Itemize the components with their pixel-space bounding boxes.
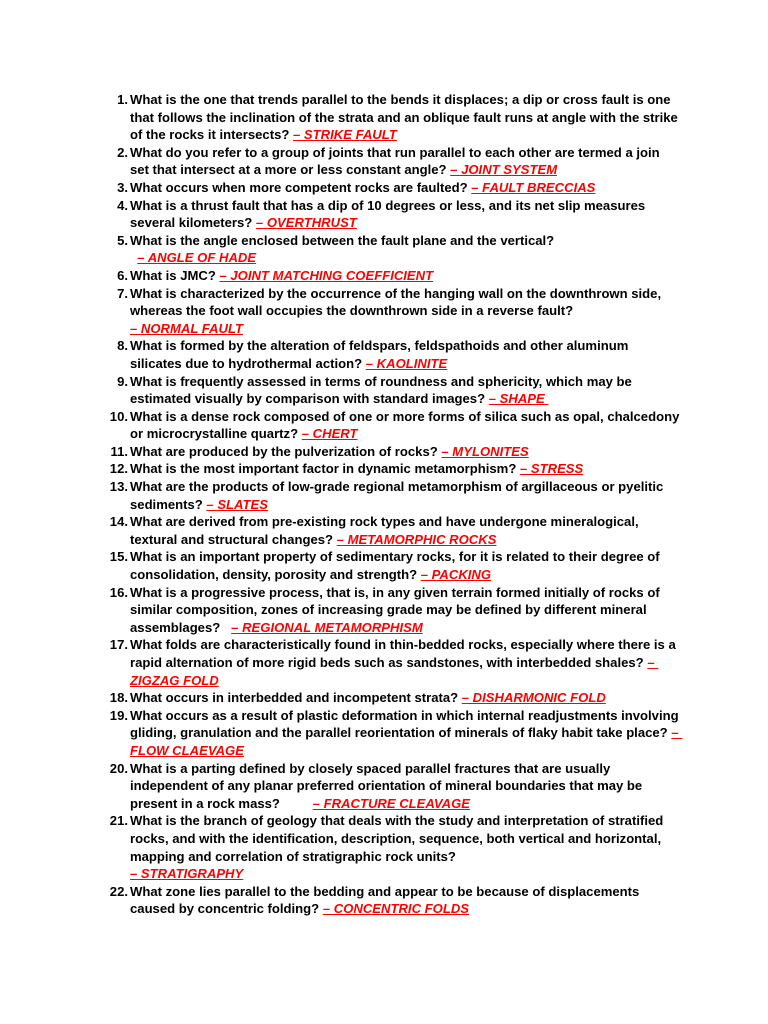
question-text: What are derived from pre-existing rock types and have undergone mineralogical, textural and structural changes? xyxy=(130,514,643,547)
list-item xyxy=(102,812,682,882)
answer-text: – OVERTHRUST xyxy=(255,215,357,231)
answer-text: – JOINT MATCHING COEFFICIENT xyxy=(219,267,434,283)
answer-text: – NORMAL FAULT xyxy=(130,320,243,336)
item-number: 22. xyxy=(109,883,128,899)
question-text: What is a thrust fault that has a dip of 10 degrees or less, and its net slip measures several kilometers? xyxy=(130,197,649,231)
item-number: 18. xyxy=(109,690,128,706)
list-item xyxy=(102,337,682,372)
question-text: What occurs as a result of plastic deformation in which internal readjustments involving gliding, granulation and the parallel reorientation of minerals of flaky habit take place? xyxy=(130,707,683,741)
item-number: 19. xyxy=(109,707,128,723)
question-text: What occurs in interbedded and incompetent strata? xyxy=(130,690,462,706)
answer-text: – ANGLE OF HADE xyxy=(137,250,257,266)
question-text: What is the angle enclosed between the fault plane and the vertical? xyxy=(130,232,555,248)
answer-text: – REGIONAL METAMORPHISM xyxy=(231,619,423,635)
list-item xyxy=(102,584,682,637)
question-answer-list xyxy=(102,91,682,918)
list-item xyxy=(102,144,682,179)
question-text: What are the products of low-grade regional metamorphism of argillaceous or pyelitic sediments? xyxy=(130,479,667,512)
answer-text: – FLOW CLAEVAGE xyxy=(130,725,683,758)
question-text: What occurs when more competent rocks are faulted? xyxy=(130,179,472,195)
answer-text: – METAMORPHIC ROCKS xyxy=(336,531,497,547)
list-item xyxy=(102,91,682,144)
list-item xyxy=(102,232,682,267)
answer-text: – STRESS xyxy=(519,461,584,477)
item-number: 20. xyxy=(109,760,128,776)
answer-text: – MYLONITES xyxy=(441,443,529,459)
item-number: 10. xyxy=(109,408,128,424)
item-number: 7. xyxy=(117,285,128,301)
question-text: What is a dense rock composed of one or more forms of silica such as opal, chalcedony or microcrystalline quartz? xyxy=(130,408,683,442)
list-item xyxy=(102,548,682,583)
answer-text: – STRIKE FAULT xyxy=(293,127,397,143)
question-text: What is a progressive process, that is, in any given terrain formed initially of rocks of similar composition, zones of increasing grade may be defined by different mineral assemblages? xyxy=(130,584,664,635)
question-text: What folds are characteristically found in thin-bedded rocks, especially where there is a rapid alternation of more rigid beds such as sandstones, with interbedded shales? xyxy=(130,637,680,670)
list-item xyxy=(102,707,682,760)
answer-text: – CHERT xyxy=(301,426,358,442)
answer-text: – KAOLINITE xyxy=(365,355,448,371)
question-text: What is the branch of geology that deals with the study and interpretation of stratified rocks, and with the identification, description, sequence, both vertical and horizontal, mapping and correlation of stratigraphic rock units? xyxy=(130,813,664,864)
list-item xyxy=(102,760,682,813)
item-number: 16. xyxy=(109,584,128,600)
question-text: What is a parting defined by closely spaced parallel fractures that are usually independent of any planar preferred orientation of mineral boundaries that may be present in a rock mass? xyxy=(130,760,646,811)
answer-text: – SLATES xyxy=(206,496,269,512)
answer-text: – PACKING xyxy=(420,567,492,583)
question-text: What is an important property of sedimentary rocks, for it is related to their degree of consolidation, density, porosity and strength? xyxy=(130,549,664,583)
list-item xyxy=(102,689,682,707)
answer-text: – DISHARMONIC FOLD xyxy=(461,690,606,706)
list-item xyxy=(102,285,682,338)
item-number: 5. xyxy=(117,232,128,248)
answer-text: – FRACTURE CLEAVAGE xyxy=(312,795,471,811)
answer-text: – FAULT BRECCIAS xyxy=(471,179,596,195)
question-text: What is the one that trends parallel to the bends it displaces; a dip or cross fault is one that follows the inclination of the strata and an oblique fault runs at angle with the strike of the rocks it intersects? xyxy=(130,92,682,143)
list-item xyxy=(102,408,682,443)
list-item xyxy=(102,179,682,197)
item-number: 21. xyxy=(109,813,128,829)
question-text: What is characterized by the occurrence of the hanging wall on the downthrown side, whereas the foot wall occupies the downthrown side in a reverse fault? xyxy=(130,285,662,319)
list-item xyxy=(102,513,682,548)
item-number: 2. xyxy=(117,144,128,160)
item-number: 17. xyxy=(109,637,128,653)
item-number: 1. xyxy=(117,92,128,107)
item-number: 14. xyxy=(109,514,128,530)
item-number: 4. xyxy=(117,197,128,213)
list-item xyxy=(102,883,682,918)
list-item xyxy=(102,267,682,285)
question-text: What is the most important factor in dynamic metamorphism? xyxy=(130,461,520,477)
answer-text: – SHAPE xyxy=(488,391,549,407)
list-item xyxy=(102,636,682,689)
question-text: What do you refer to a group of joints that run parallel to each other are termed a join set that intersect at a more or less constant angle? xyxy=(130,144,664,178)
question-text: What zone lies parallel to the bedding and appear to be because of displacements caused by concentric folding? xyxy=(130,883,643,917)
item-number: 12. xyxy=(109,461,128,477)
item-number: 3. xyxy=(117,179,128,195)
question-text: What is JMC? xyxy=(130,267,220,283)
answer-text: – CONCENTRIC FOLDS xyxy=(322,901,470,917)
item-number: 13. xyxy=(109,479,128,495)
list-item xyxy=(102,197,682,232)
list-item xyxy=(102,373,682,408)
question-text: What is frequently assessed in terms of roundness and sphericity, which may be estimated visually by comparison with standard images? xyxy=(130,373,636,407)
item-number: 6. xyxy=(117,267,128,283)
item-number: 15. xyxy=(109,549,128,565)
item-number: 8. xyxy=(117,338,128,354)
item-number: 11. xyxy=(110,443,128,459)
answer-text: – ZIGZAG FOLD xyxy=(130,655,659,688)
question-text: What are produced by the pulverization of rocks? xyxy=(130,443,442,459)
answer-text: – JOINT SYSTEM xyxy=(450,162,558,178)
list-item xyxy=(102,478,682,513)
question-text: What is formed by the alteration of feldspars, feldspathoids and other aluminum silicates due to hydrothermal action? xyxy=(130,338,632,371)
list-item xyxy=(102,443,682,461)
item-number: 9. xyxy=(117,373,128,389)
answer-text: – STRATIGRAPHY xyxy=(130,866,244,882)
list-item xyxy=(102,460,682,478)
